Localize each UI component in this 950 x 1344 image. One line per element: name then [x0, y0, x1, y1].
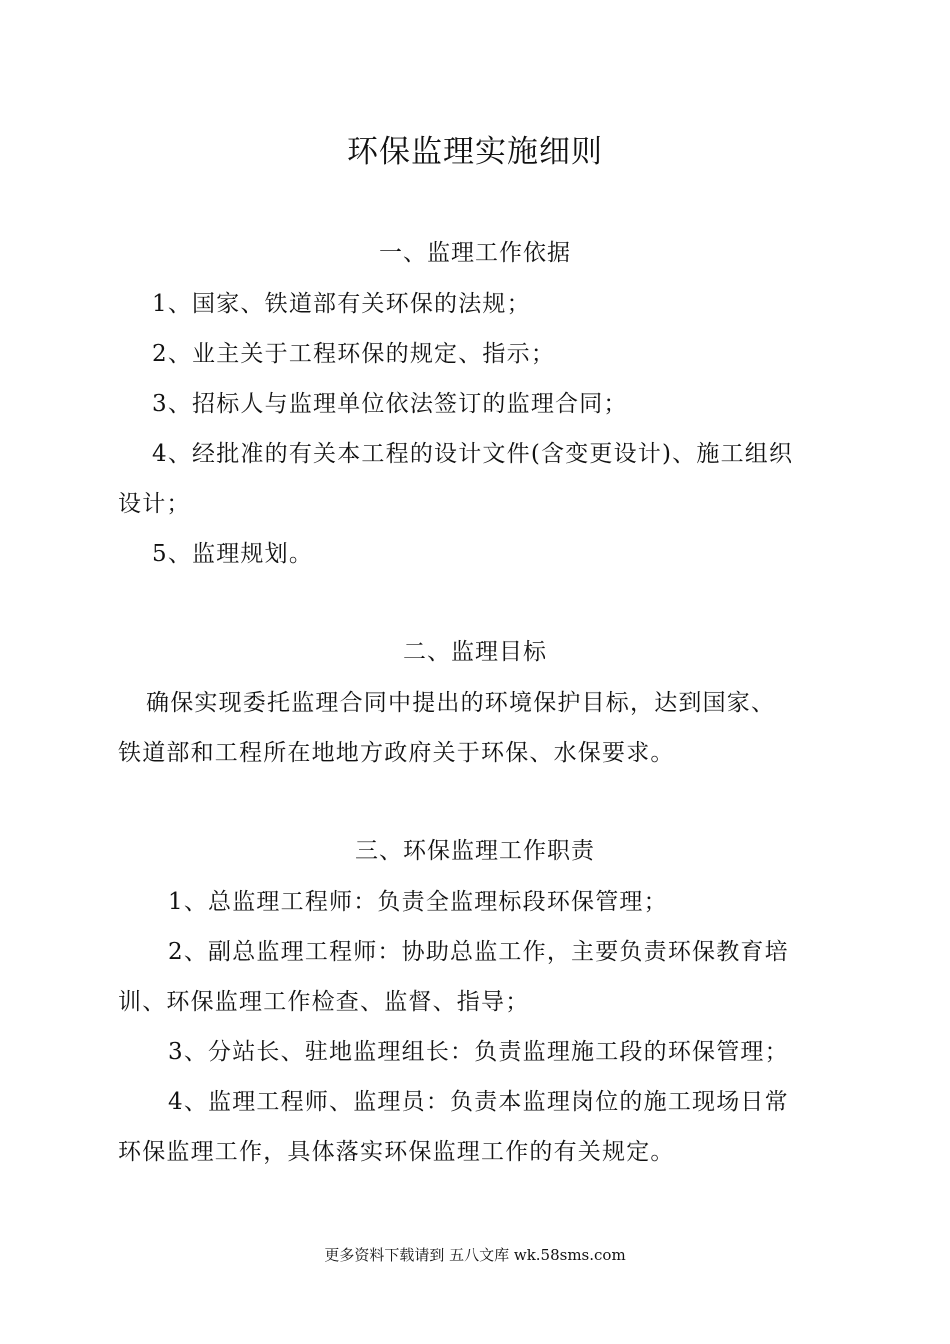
- section3-line-2-cont: 训、环保监理工作检查、监督、指导；: [118, 989, 530, 1015]
- section1-line-5: 5、监理规划。: [152, 541, 314, 567]
- section1-line-3: 3、招标人与监理单位依法签订的监理合同；: [152, 391, 628, 417]
- section3-line-1: 1、总监理工程师：负责全监理标段环保管理；: [168, 889, 668, 915]
- footer-link[interactable]: 更多资料下载请到 五八文库 wk.58sms.com: [324, 1246, 626, 1264]
- section3-heading: 三、环保监理工作职责: [355, 838, 595, 864]
- section2-heading: 二、监理目标: [403, 639, 547, 665]
- section2-line-1: 确保实现委托监理合同中提出的环境保护目标，达到国家、: [146, 690, 776, 716]
- section2-line-2: 铁道部和工程所在地地方政府关于环保、水保要求。: [118, 740, 675, 766]
- section1-line-1: 1、国家、铁道部有关环保的法规；: [152, 291, 531, 317]
- section3-line-2: 2、副总监理工程师：协助总监工作，主要负责环保教育培: [168, 939, 789, 965]
- section3-line-4-cont: 环保监理工作，具体落实环保监理工作的有关规定。: [118, 1139, 675, 1165]
- section1-heading: 一、监理工作依据: [379, 240, 571, 266]
- section1-line-4-cont: 设计；: [118, 491, 191, 517]
- section1-line-2: 2、业主关于工程环保的规定、指示；: [152, 341, 556, 367]
- section3-line-3: 3、分站长、驻地监理组长：负责监理施工段的环保管理；: [168, 1039, 789, 1065]
- section1-line-4: 4、经批准的有关本工程的设计文件(含变更设计)、施工组织: [152, 441, 794, 467]
- section3-line-4: 4、监理工程师、监理员：负责本监理岗位的施工现场日常: [168, 1089, 789, 1115]
- document-title: 环保监理实施细则: [347, 134, 603, 170]
